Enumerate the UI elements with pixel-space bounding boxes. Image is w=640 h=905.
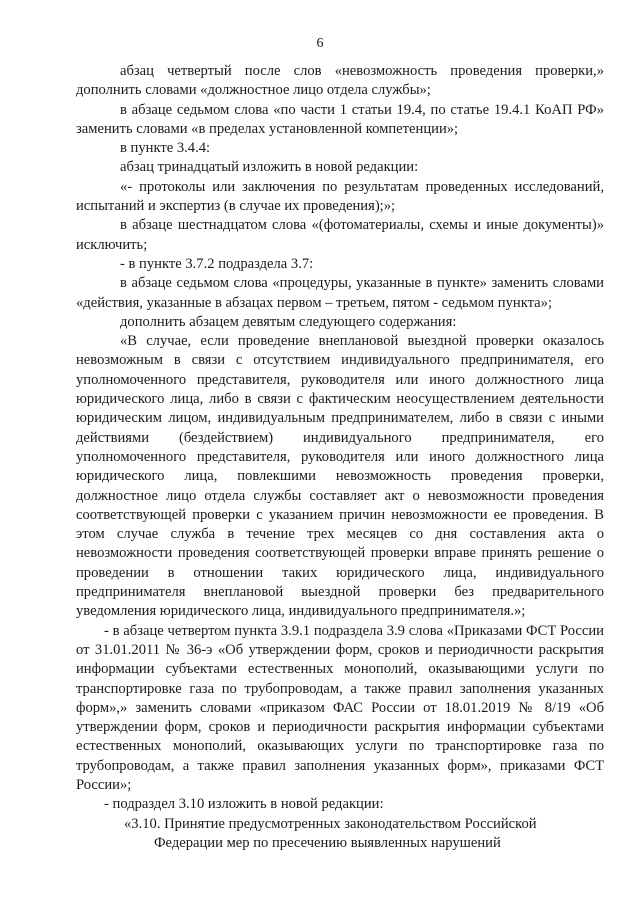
section-heading-line-2: Федерации мер по пресечению выявленных нарушений	[154, 834, 501, 851]
paragraph-7: - в пункте 3.7.2 подраздела 3.7:	[120, 255, 314, 272]
paragraph-9: дополнить абзацем девятым следующего содержания:	[120, 313, 457, 330]
paragraph-5: «- протоколы или заключения по результатам проведенных исследований, испытаний и экспертиз (в случае их проведения);»;	[76, 178, 604, 215]
paragraph-11: - в абзаце четвертом пункта 3.9.1 подраздела 3.9 слова «Приказами ФСТ России от 31.01.2011 № 36-э «Об утверждении форм, сроков и периодичности раскрытия информации субъектами естественных монополий, оказывающими услуги по транспортировке газа по трубопроводам, а также правил заполнения указанных форм»,» заменить словами «приказом ФАС России от 18.01.2019 № 8/19 «Об утверждении форм, сроков и периодичности раскрытия информации субъектами естественных монополий, оказывающих услуги по транспортировке газа по трубопроводам, а также правил заполнения указанных форм», приказами ФСТ России»;	[76, 622, 604, 793]
paragraph-8: в абзаце седьмом слова «процедуры, указанные в пункте» заменить словами «действия, указанные в абзацах первом – третьем, пятом - седьмом пункта»;	[76, 275, 604, 311]
paragraph-3: в пункте 3.4.4:	[120, 140, 211, 157]
paragraph-2: в абзаце седьмом слова «по части 1 статьи 19.4, по статье 19.4.1 КоАП РФ» заменить словами «в пределах установленной компетенции»;	[76, 101, 604, 137]
paragraph-12: - подраздел 3.10 изложить в новой редакции:	[104, 796, 384, 813]
paragraph-4: абзац тринадцатый изложить в новой редакции:	[120, 159, 419, 176]
paragraph-10: «В случае, если проведение внеплановой выездной проверки оказалось невозможным в связи с отсутствием индивидуального предпринимателя, его уполномоченного представителя, руководителя или иного должностного лица юридического лица, либо в связи с фактическим неосуществлением деятельности юридическим лицом, индивидуальным предпринимателем, либо в связи с иными действиями (бездействием) индивидуального предпринимателя, его уполномоченного представителя, руководителя или иного должностного лица юридического лица, повлекшими невозможность проведения проверки, должностное лицо отдела службы составляет акт о невозможности проведения соответствующей проверки с указанием причин невозможности ее проведения. В этом случае служба в течение трех месяцев со дня составления акта о невозможности проведения соответствующей проверки вправе принять решение о проведении в отношении таких юридического лица, индивидуального предпринимателя внеплановой выездной проверки без предварительного уведомления юридического лица, индивидуального предпринимателя.»;	[76, 333, 604, 620]
document-body	[76, 62, 604, 853]
paragraph-6: в абзаце шестнадцатом слова «(фотоматериалы, схемы и иные документы)» исключить;	[76, 217, 604, 253]
paragraph-1: абзац четвертый после слов «невозможность проведения проверки,» дополнить словами «должностное лицо отдела службы»;	[76, 63, 604, 99]
page-number: 6	[316, 36, 324, 51]
section-heading-line-1: «3.10. Принятие предусмотренных законодательством Российской	[124, 815, 537, 832]
